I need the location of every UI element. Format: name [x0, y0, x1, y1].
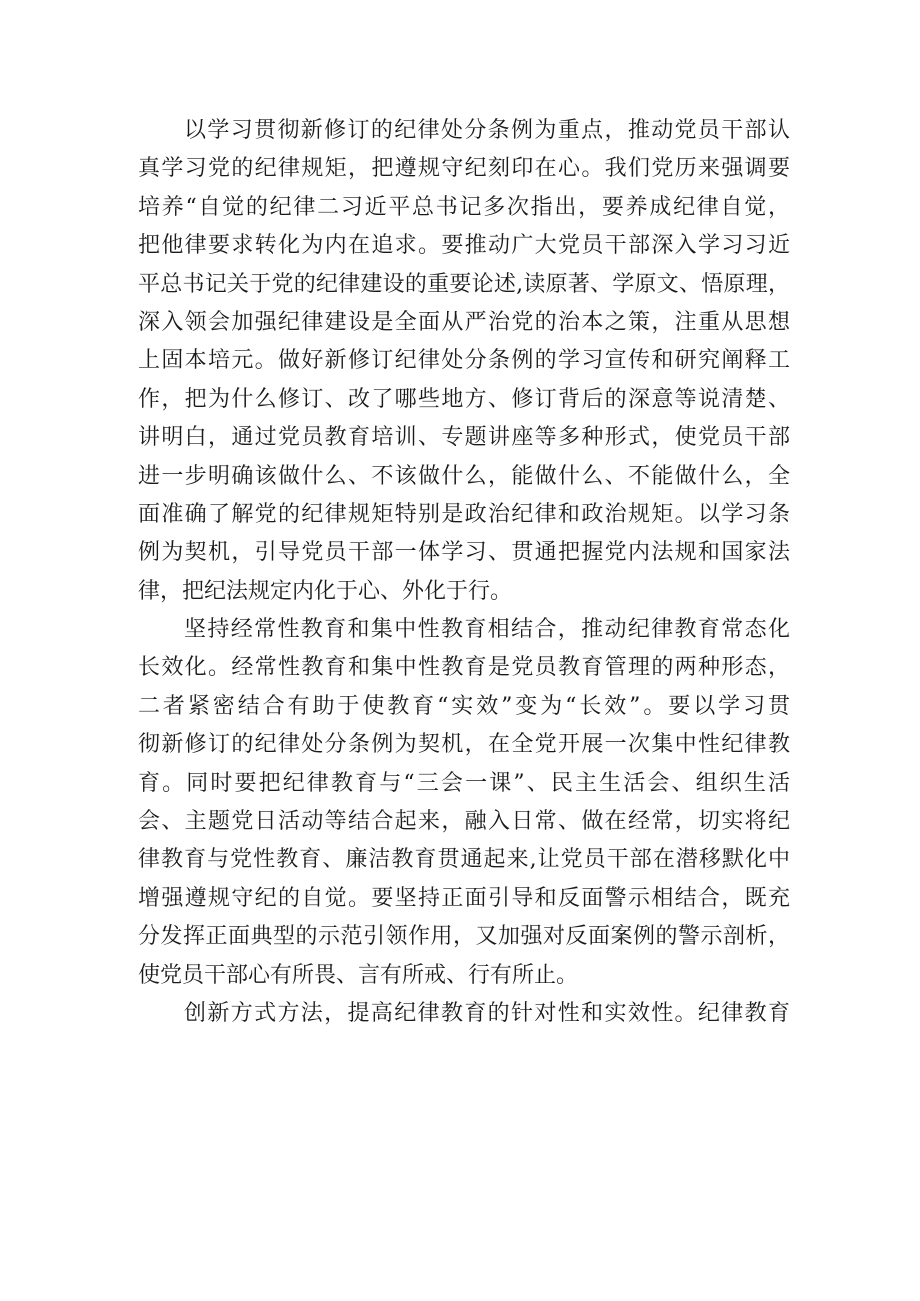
text-line: 使党员干部心有所畏、言有所戒、行有所止。 — [138, 962, 579, 988]
text-line: 长效化。经常性教育和集中性教育是党员教育管理的两种形态， — [138, 655, 790, 681]
text-line: 作，把为什么修订、改了哪些地方、修订背后的深意等说清楚、 — [138, 386, 790, 412]
paragraph-1 — [138, 112, 790, 611]
text-line: 坚持经常性教育和集中性教育相结合，推动纪律教育常态化 — [184, 617, 790, 643]
paragraph-3 — [138, 995, 790, 1033]
document-page — [138, 112, 790, 1033]
text-line: 面准确了解党的纪律规矩特别是政治纪律和政治规矩。以学习条 — [138, 501, 790, 527]
text-line: 二者紧密结合有助于使教育“实效”变为“长效”。要以学习贯 — [138, 693, 790, 719]
text-line: 培养“自觉的纪律二习近平总书记多次指出，要养成纪律自觉， — [138, 194, 790, 220]
text-line: 创新方式方法，提高纪律教育的针对性和实效性。纪律教育 — [184, 1000, 790, 1026]
text-line: 例为契机，引导党员干部一体学习、贯通把握党内法规和国家法 — [138, 540, 790, 566]
text-line: 律教育与党性教育、廉洁教育贯通起来,让党员干部在潜移默化中 — [138, 847, 790, 873]
text-line: 讲明白，通过党员教育培训、专题讲座等多种形式，使党员干部 — [138, 425, 790, 451]
text-line: 增强遵规守纪的自觉。要坚持正面引导和反面警示相结合，既充 — [138, 885, 790, 911]
text-line: 以学习贯彻新修订的纪律处分条例为重点，推动党员干部认 — [184, 118, 790, 143]
text-line: 把他律要求转化为内在追求。要推动广大党员干部深入学习习近 — [138, 233, 790, 259]
text-line: 分发挥正面典型的示范引领作用，又加强对反面案例的警示剖析， — [138, 924, 790, 950]
text-line: 上固本培元。做好新修订纪律处分条例的学习宣传和研究阐释工 — [138, 348, 790, 374]
text-line: 平总书记关于党的纪律建设的重要论述,读原著、学原文、悟原理， — [138, 271, 790, 297]
text-line: 会、主题党日活动等结合起来，融入日常、做在经常，切实将纪 — [138, 809, 790, 835]
text-line: 进一步明确该做什么、不该做什么，能做什么、不能做什么，全 — [138, 463, 790, 489]
text-line: 深入领会加强纪律建设是全面从严治党的治本之策，注重从思想 — [138, 309, 790, 335]
text-line: 律，把纪法规定内化于心、外化于行。 — [138, 578, 513, 604]
paragraph-2 — [138, 611, 790, 995]
text-line: 真学习党的纪律规矩，把遵规守纪刻印在心。我们党历来强调要 — [138, 156, 790, 182]
text-line: 彻新修订的纪律处分条例为契机，在全党开展一次集中性纪律教 — [138, 732, 790, 758]
text-line: 育。同时要把纪律教育与“三会一课”、民主生活会、组织生活 — [138, 770, 790, 796]
